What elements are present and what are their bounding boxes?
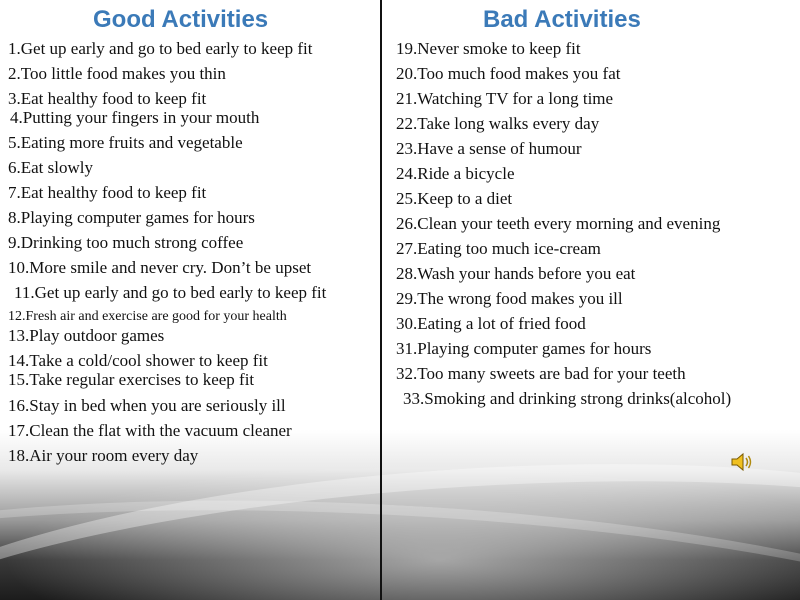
- good-activity-item: 8.Playing computer games for hours: [8, 208, 255, 227]
- good-activity-item: 14.Take a cold/cool shower to keep fit: [8, 351, 268, 370]
- good-activity-item: 7.Eat healthy food to keep fit: [8, 183, 207, 202]
- bad-activity-item: 31.Playing computer games for hours: [396, 339, 652, 358]
- bad-activity-item: 27.Eating too much ice-cream: [396, 239, 601, 258]
- good-activity-item: 5.Eating more fruits and vegetable: [8, 133, 243, 152]
- bad-activity-item: 28.Wash your hands before you eat: [396, 264, 636, 283]
- bad-activity-item: 32.Too many sweets are bad for your teeth: [396, 364, 686, 383]
- bad-activities-heading: Bad Activities: [483, 6, 641, 33]
- good-activity-item: 11.Get up early and go to bed early to keep fit: [14, 283, 327, 302]
- bad-activity-item: 21.Watching TV for a long time: [396, 89, 614, 108]
- good-activity-item: 17.Clean the flat with the vacuum cleaner: [8, 421, 292, 440]
- good-activity-item: 13.Play outdoor games: [8, 326, 165, 345]
- good-activities-heading: Good Activities: [93, 6, 269, 33]
- column-divider: [380, 0, 382, 600]
- bad-activity-item: 22.Take long walks every day: [396, 114, 600, 133]
- bad-activity-item: 24.Ride a bicycle: [396, 164, 515, 183]
- good-activity-item: 1.Get up early and go to bed early to keep fit: [8, 39, 313, 58]
- bad-activity-item: 20.Too much food makes you fat: [396, 64, 621, 83]
- good-activity-item: 4.Putting your fingers in your mouth: [10, 108, 260, 127]
- bad-activity-item: 23.Have a sense of humour: [396, 139, 582, 158]
- good-activity-item: 9.Drinking too much strong coffee: [8, 233, 244, 252]
- good-activity-item: 10.More smile and never cry. Don’t be upset: [8, 258, 312, 277]
- bad-activity-item: 29.The wrong food makes you ill: [396, 289, 623, 308]
- bad-activity-item: 33.Smoking and drinking strong drinks(alcohol): [403, 389, 732, 408]
- good-activity-item: 16.Stay in bed when you are seriously ill: [8, 396, 286, 415]
- good-activity-item: 18.Air your room every day: [8, 446, 199, 465]
- good-activity-item: 2.Too little food makes you thin: [8, 64, 226, 83]
- speaker-icon[interactable]: [730, 450, 754, 474]
- good-activity-item: 15.Take regular exercises to keep fit: [8, 370, 255, 389]
- bad-activity-item: 25.Keep to a diet: [396, 189, 513, 208]
- good-activity-item: 6.Eat slowly: [8, 158, 93, 177]
- good-activity-item: 12.Fresh air and exercise are good for your health: [8, 309, 287, 324]
- good-activity-item: 3.Eat healthy food to keep fit: [8, 89, 207, 108]
- bad-activity-item: 30.Eating a lot of fried food: [396, 314, 586, 333]
- bad-activity-item: 26.Clean your teeth every morning and evening: [396, 214, 721, 233]
- bad-activity-item: 19.Never smoke to keep fit: [396, 39, 581, 58]
